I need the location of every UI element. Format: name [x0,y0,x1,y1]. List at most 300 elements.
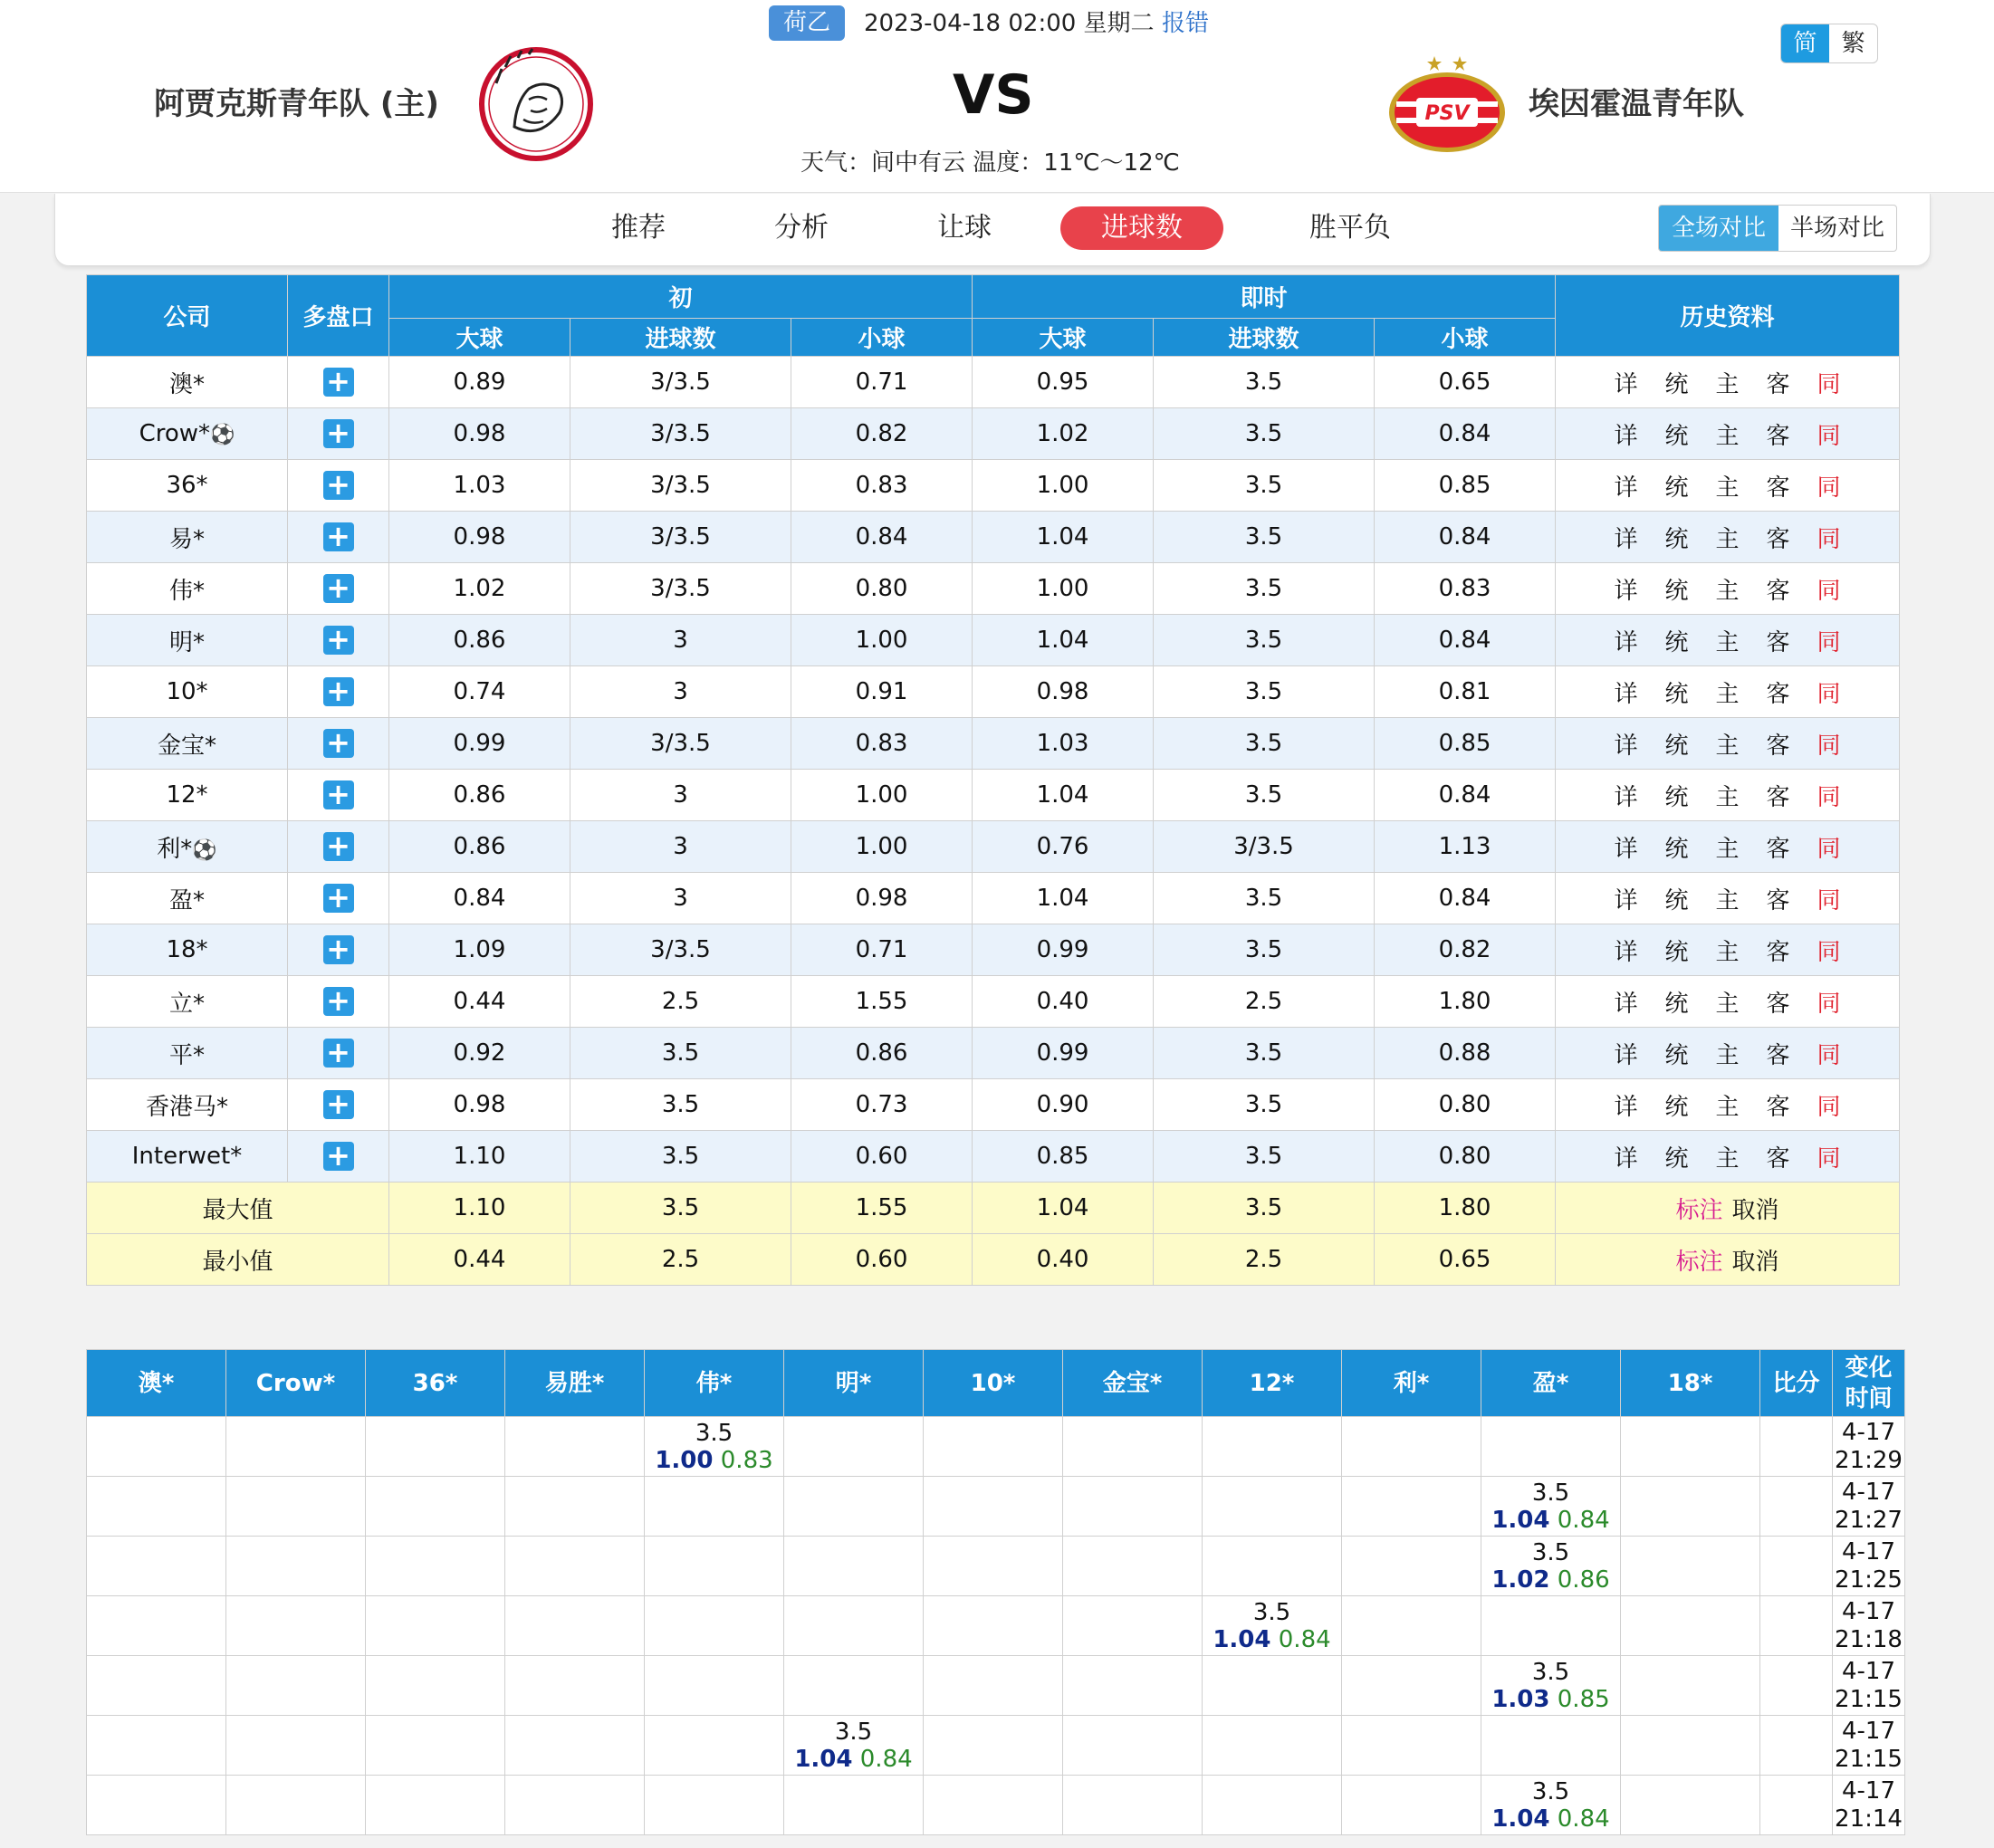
summary-row-min [87,1234,1900,1286]
change-cell [924,1417,1063,1477]
full-time-compare-button[interactable]: 全场对比 [1659,206,1778,251]
change-cell [645,1537,784,1596]
change-cell [1833,1776,1905,1835]
history-link[interactable]: 统 [1664,938,1689,966]
change-cell [505,1537,645,1596]
history-link[interactable]: 主 [1715,783,1740,811]
summary-l-goals: 3.5 [1154,1183,1375,1234]
expand-plus-icon[interactable]: + [323,419,354,448]
change-cell [1621,1477,1760,1537]
history-link[interactable]: 客 [1766,680,1790,708]
company-cell[interactable] [87,718,288,770]
odds-i-under: 0.98 [791,873,973,924]
history-links [1556,770,1900,821]
odds-l-over: 0.99 [973,1028,1154,1079]
change-date: 4-17 [1841,1478,1895,1506]
history-link[interactable]: 主 [1715,525,1740,553]
history-link[interactable]: 详 [1614,938,1638,966]
odds-i-goals: 3 [570,821,791,873]
odds-i-over: 0.89 [389,357,570,408]
expand-plus-icon[interactable]: + [323,1142,354,1171]
company-cell[interactable] [87,408,288,460]
soccer-ball-icon: ⚽ [210,424,235,446]
company-name[interactable]: 易* [168,525,205,553]
history-link[interactable]: 同 [1817,422,1841,450]
change-cell [1063,1656,1203,1716]
company-name[interactable]: Interwet* [131,1143,243,1170]
odds-l-under: 0.84 [1375,408,1556,460]
history-link[interactable]: 同 [1817,680,1841,708]
history-link[interactable]: 详 [1614,680,1638,708]
company-cell[interactable] [87,512,288,563]
tab-analysis[interactable]: 分析 [774,212,829,244]
change-cell [645,1477,784,1537]
history-link[interactable]: 主 [1715,835,1740,863]
table-row [87,666,1900,718]
multi-line-cell [288,512,389,563]
odds-l-under: 0.85 [1375,460,1556,512]
history-link[interactable]: 客 [1766,1144,1790,1173]
change-over: 1.04 [1491,1805,1550,1833]
odds-l-under: 0.84 [1375,770,1556,821]
odds-l-under: 0.82 [1375,924,1556,976]
history-link[interactable]: 主 [1715,422,1740,450]
history-link[interactable]: 详 [1614,525,1638,553]
history-link[interactable]: 同 [1817,1041,1841,1069]
company-cell[interactable] [87,873,288,924]
company-name[interactable]: 18* [166,936,208,963]
summary-i-under: 1.55 [791,1183,973,1234]
history-link[interactable]: 主 [1715,1093,1740,1121]
change-cell [1833,1716,1905,1776]
history-link[interactable]: 客 [1766,783,1790,811]
tab-bar [54,194,1931,266]
odds-l-under: 0.84 [1375,873,1556,924]
history-link[interactable]: 详 [1614,886,1638,914]
report-error-link[interactable]: 报错 [1162,10,1210,37]
change-row [87,1477,1905,1537]
history-link[interactable]: 统 [1664,370,1689,398]
history-link[interactable]: 统 [1664,1144,1689,1173]
multi-line-cell [288,357,389,408]
half-time-compare-button[interactable]: 半场对比 [1789,215,1884,242]
change-cell [1203,1537,1342,1596]
company-cell[interactable] [87,924,288,976]
odds-l-goals: 3.5 [1154,1131,1375,1183]
history-link[interactable]: 同 [1817,938,1841,966]
odds-l-over: 0.76 [973,821,1154,873]
change-cell [226,1537,366,1596]
odds-i-over: 0.98 [389,512,570,563]
history-link[interactable]: 统 [1664,422,1689,450]
odds-i-over: 0.98 [389,1079,570,1131]
multi-line-cell [288,563,389,615]
company-cell[interactable] [87,1028,288,1079]
history-link[interactable]: 同 [1817,990,1841,1018]
history-link[interactable]: 客 [1766,422,1790,450]
company-name[interactable]: 澳* [168,370,205,398]
history-link[interactable]: 同 [1817,525,1841,553]
history-link[interactable]: 客 [1766,628,1790,656]
odds-l-under: 0.88 [1375,1028,1556,1079]
change-cell [366,1716,505,1776]
change-cell [1833,1596,1905,1656]
odds-i-goals: 3/3.5 [570,408,791,460]
odds-l-over: 1.00 [973,460,1154,512]
history-link[interactable]: 详 [1614,577,1638,605]
history-link[interactable]: 详 [1614,628,1638,656]
company-name[interactable]: 香港马* [145,1093,228,1121]
expand-plus-icon[interactable]: + [323,368,354,397]
summary-i-under: 0.60 [791,1234,973,1286]
history-link[interactable]: 详 [1614,783,1638,811]
history-link[interactable]: 主 [1715,474,1740,502]
history-link[interactable]: 统 [1664,525,1689,553]
odds-l-goals: 3.5 [1154,615,1375,666]
history-link[interactable]: 详 [1614,1041,1638,1069]
history-link[interactable]: 主 [1715,1144,1740,1173]
summary-l-goals: 2.5 [1154,1234,1375,1286]
odds-i-under: 0.83 [791,718,973,770]
tab-handicap[interactable]: 让球 [937,212,992,244]
header-live-under: 小球 [1375,319,1556,357]
table-row [87,1028,1900,1079]
change-cell [1203,1477,1342,1537]
expand-plus-icon[interactable]: + [323,729,354,758]
history-link[interactable]: 主 [1715,1041,1740,1069]
odds-i-over: 0.86 [389,821,570,873]
odds-l-goals: 3.5 [1154,357,1375,408]
cancel-link[interactable]: 取消 [1731,1248,1779,1276]
change-cell [1833,1537,1905,1596]
odds-i-goals: 3 [570,770,791,821]
vs-label: VS [953,63,1034,127]
change-cell [784,1417,924,1477]
history-link[interactable]: 详 [1614,1093,1638,1121]
company-name[interactable]: 立* [168,990,205,1018]
company-cell[interactable] [87,615,288,666]
change-cell [784,1537,924,1596]
company-cell[interactable] [87,357,288,408]
history-link[interactable]: 统 [1664,835,1689,863]
odds-i-over: 1.10 [389,1131,570,1183]
change-cell [1621,1417,1760,1477]
history-link[interactable]: 同 [1817,1093,1841,1121]
odds-i-over: 0.98 [389,408,570,460]
change-over: 1.00 [655,1446,714,1474]
change-over: 1.02 [1491,1566,1550,1594]
history-link[interactable]: 主 [1715,628,1740,656]
header-initial-over: 大球 [389,319,570,357]
change-cell [784,1656,924,1716]
header-company: 公司 [87,275,288,357]
odds-i-under: 0.91 [791,666,973,718]
history-link[interactable]: 统 [1664,886,1689,914]
summary-i-goals: 3.5 [570,1183,791,1234]
expand-plus-icon[interactable]: + [323,522,354,551]
change-cell [1760,1656,1833,1716]
history-link[interactable]: 同 [1817,1144,1841,1173]
match-header [0,0,1994,193]
history-link[interactable]: 主 [1715,938,1740,966]
odds-i-under: 1.00 [791,770,973,821]
history-link[interactable]: 同 [1817,370,1841,398]
change-cell [1342,1776,1481,1835]
change-cell [1481,1596,1621,1656]
history-links [1556,1028,1900,1079]
mark-link[interactable]: 标注 [1675,1196,1723,1224]
change-over: 1.04 [794,1745,853,1773]
summary-l-under: 1.80 [1375,1183,1556,1234]
change-time: 21:27 [1835,1506,1903,1534]
change-cell [505,1656,645,1716]
history-link[interactable]: 详 [1614,474,1638,502]
odds-l-goals: 3.5 [1154,512,1375,563]
changes-header: 变化时间 [1833,1350,1905,1417]
history-links [1556,615,1900,666]
odds-i-under: 0.86 [791,1028,973,1079]
change-cell [784,1596,924,1656]
company-cell[interactable] [87,770,288,821]
table-row [87,1131,1900,1183]
company-name[interactable]: 平* [168,1041,205,1069]
odds-i-under: 0.82 [791,408,973,460]
odds-l-over: 1.04 [973,512,1154,563]
expand-plus-icon[interactable]: + [323,987,354,1016]
change-over: 1.04 [1213,1625,1271,1653]
expand-plus-icon[interactable]: + [323,574,354,603]
change-cell [226,1596,366,1656]
history-link[interactable]: 同 [1817,474,1841,502]
odds-l-goals: 3.5 [1154,1028,1375,1079]
away-team-logo[interactable] [1385,51,1509,156]
expand-plus-icon[interactable]: + [323,884,354,913]
change-under: 0.83 [720,1446,773,1474]
change-cell [1481,1477,1621,1537]
multi-line-cell [288,1028,389,1079]
history-link[interactable]: 客 [1766,886,1790,914]
company-name[interactable]: 金宝* [157,732,216,760]
history-link[interactable]: 客 [1766,525,1790,553]
change-row [87,1417,1905,1477]
change-cell [1833,1477,1905,1537]
table-row [87,357,1900,408]
history-link[interactable]: 主 [1715,732,1740,760]
changes-header: 金宝* [1063,1350,1203,1417]
change-cell [1621,1596,1760,1656]
expand-plus-icon[interactable]: + [323,677,354,706]
changes-header: 明* [784,1350,924,1417]
change-cell [1342,1716,1481,1776]
change-cell [1203,1596,1342,1656]
compare-toggle [1658,205,1897,252]
header-initial-goals: 进球数 [570,319,791,357]
away-team-name[interactable]: 埃因霍温青年队 [1529,86,1744,122]
lang-simplified-button[interactable]: 简 [1781,24,1829,62]
history-link[interactable]: 同 [1817,783,1841,811]
company-cell[interactable] [87,1131,288,1183]
history-link[interactable]: 详 [1614,1144,1638,1173]
company-name[interactable]: 12* [166,781,208,809]
table-row [87,615,1900,666]
history-link[interactable]: 客 [1766,370,1790,398]
change-cell [87,1477,226,1537]
history-link[interactable]: 详 [1614,422,1638,450]
history-link[interactable]: 详 [1614,732,1638,760]
summary-label: 最小值 [87,1234,389,1286]
history-link[interactable]: 主 [1715,886,1740,914]
expand-plus-icon[interactable]: + [323,1090,354,1119]
odds-l-under: 0.80 [1375,1131,1556,1183]
company-cell[interactable] [87,976,288,1028]
history-link[interactable]: 统 [1664,1041,1689,1069]
history-link[interactable]: 主 [1715,370,1740,398]
multi-line-cell [288,408,389,460]
odds-i-goals: 3/3.5 [570,357,791,408]
change-cell [1342,1537,1481,1596]
change-cell [645,1716,784,1776]
changes-header: 利* [1342,1350,1481,1417]
expand-plus-icon[interactable]: + [323,780,354,809]
change-cell [366,1596,505,1656]
expand-plus-icon[interactable]: + [323,832,354,861]
company-cell[interactable] [87,460,288,512]
summary-l-over: 0.40 [973,1234,1154,1286]
history-link[interactable]: 统 [1664,628,1689,656]
change-cell [226,1417,366,1477]
change-cell [924,1596,1063,1656]
expand-plus-icon[interactable]: + [323,1039,354,1068]
company-cell[interactable] [87,1079,288,1131]
history-link[interactable]: 同 [1817,835,1841,863]
change-cell [505,1596,645,1656]
history-link[interactable]: 客 [1766,990,1790,1018]
change-cell [1481,1656,1621,1716]
history-links [1556,873,1900,924]
company-name[interactable]: 伟* [168,577,205,605]
odds-i-under: 0.73 [791,1079,973,1131]
odds-l-over: 1.02 [973,408,1154,460]
history-link[interactable]: 客 [1766,1041,1790,1069]
odds-l-under: 0.85 [1375,718,1556,770]
tab-1x2[interactable]: 胜平负 [1309,212,1391,244]
odds-i-under: 1.55 [791,976,973,1028]
change-cell [924,1477,1063,1537]
header-live-over: 大球 [973,319,1154,357]
league-badge[interactable]: 荷乙 [769,5,845,41]
odds-l-over: 1.00 [973,563,1154,615]
language-switch [1780,24,1878,63]
history-link[interactable]: 统 [1664,577,1689,605]
history-link[interactable]: 同 [1817,732,1841,760]
company-cell[interactable] [87,666,288,718]
company-name[interactable]: 明* [168,628,205,656]
company-name[interactable]: Crow* [139,420,211,447]
expand-plus-icon[interactable]: + [323,626,354,655]
history-link[interactable]: 统 [1664,732,1689,760]
table-row [87,563,1900,615]
cancel-link[interactable]: 取消 [1731,1196,1779,1224]
company-cell[interactable] [87,821,288,873]
company-name[interactable]: 利* [157,835,193,863]
history-link[interactable]: 统 [1664,680,1689,708]
change-cell [87,1656,226,1716]
change-cell [1203,1417,1342,1477]
history-link[interactable]: 统 [1664,990,1689,1018]
odds-i-under: 0.71 [791,357,973,408]
history-link[interactable]: 统 [1664,1093,1689,1121]
table-row [87,718,1900,770]
history-link[interactable]: 主 [1715,990,1740,1018]
history-link[interactable]: 客 [1766,474,1790,502]
table-row [87,1079,1900,1131]
summary-i-over: 0.44 [389,1234,570,1286]
history-link[interactable]: 详 [1614,990,1638,1018]
odds-i-over: 0.44 [389,976,570,1028]
change-cell [226,1477,366,1537]
odds-l-over: 0.98 [973,666,1154,718]
history-link[interactable]: 详 [1614,370,1638,398]
history-link[interactable]: 详 [1614,835,1638,863]
history-link[interactable]: 客 [1766,938,1790,966]
change-cell [505,1477,645,1537]
change-cell [1063,1477,1203,1537]
odds-l-under: 0.80 [1375,1079,1556,1131]
history-link[interactable]: 统 [1664,474,1689,502]
history-link[interactable]: 客 [1766,1093,1790,1121]
history-link[interactable]: 同 [1817,886,1841,914]
history-link[interactable]: 同 [1817,628,1841,656]
history-link[interactable]: 主 [1715,680,1740,708]
odds-l-under: 0.65 [1375,357,1556,408]
tab-total-goals[interactable]: 进球数 [1060,206,1223,250]
home-team-logo[interactable] [478,47,594,161]
change-cell [505,1417,645,1477]
history-link[interactable]: 主 [1715,577,1740,605]
change-cell [1760,1477,1833,1537]
history-link[interactable]: 同 [1817,577,1841,605]
expand-plus-icon[interactable]: + [323,935,354,964]
company-name[interactable]: 36* [166,472,208,499]
multi-line-cell [288,460,389,512]
odds-l-over: 1.04 [973,873,1154,924]
lang-traditional-button[interactable]: 繁 [1841,30,1865,57]
history-link[interactable]: 客 [1766,732,1790,760]
odds-changes-table [86,1349,1905,1835]
change-cell [1063,1776,1203,1835]
change-goals: 3.5 [1531,1777,1570,1805]
mark-link[interactable]: 标注 [1675,1248,1723,1276]
company-name[interactable]: 10* [166,678,208,705]
home-team-name[interactable]: 阿贾克斯青年队 (主) [154,86,439,122]
odds-i-over: 0.99 [389,718,570,770]
changes-header: Crow* [226,1350,366,1417]
odds-i-goals: 3.5 [570,1079,791,1131]
odds-i-under: 0.83 [791,460,973,512]
history-link[interactable]: 统 [1664,783,1689,811]
company-cell[interactable] [87,563,288,615]
odds-l-over: 0.40 [973,976,1154,1028]
history-link[interactable]: 客 [1766,835,1790,863]
tab-recommend[interactable]: 推荐 [611,212,666,244]
history-link[interactable]: 客 [1766,577,1790,605]
company-name[interactable]: 盈* [168,886,205,914]
multi-line-cell [288,770,389,821]
change-cell [226,1656,366,1716]
summary-l-under: 0.65 [1375,1234,1556,1286]
change-cell [1063,1417,1203,1477]
expand-plus-icon[interactable]: + [323,471,354,500]
